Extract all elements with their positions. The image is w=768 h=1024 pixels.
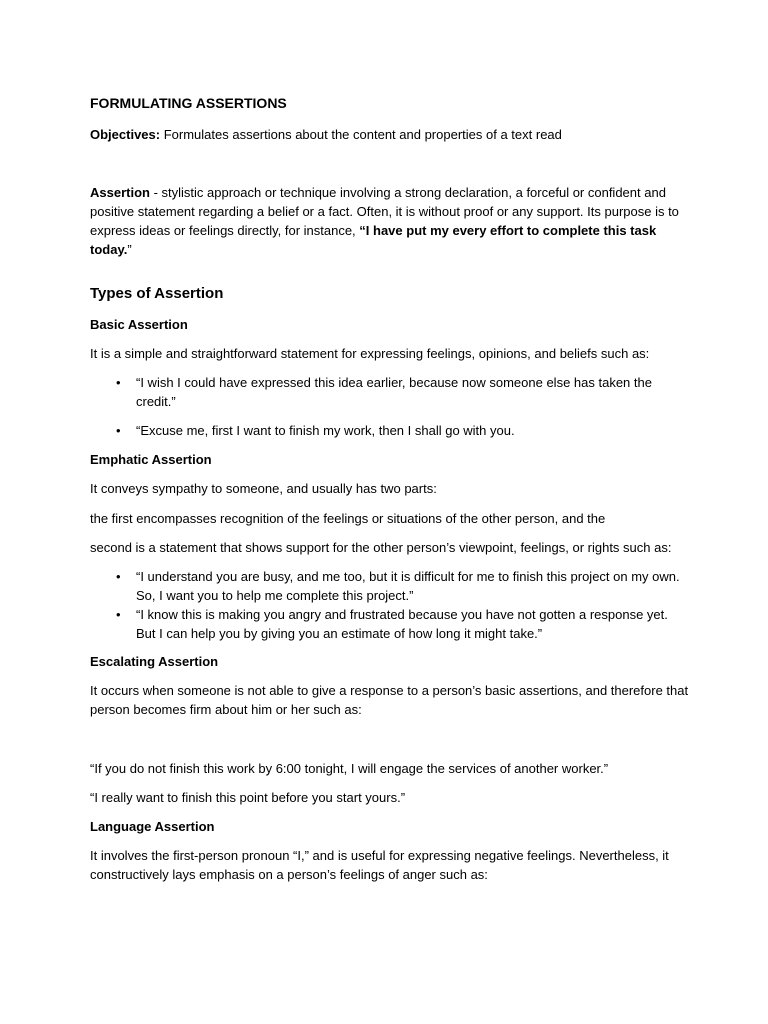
assertion-example: “I have put my every effort to complete this task today. — [90, 223, 657, 257]
list-item — [90, 421, 690, 440]
language-intro: It involves the first-person pronoun “I,” and is useful for expressing negative feelings. Nevertheless, it constructively lays emphasis on a person’s feelings of anger such as: — [90, 848, 669, 882]
list-item — [90, 605, 690, 643]
emphatic-intro: It conveys sympathy to someone, and usually has two parts: — [90, 481, 437, 496]
assertion-definition — [90, 183, 690, 259]
emphatic-part1: the first encompasses recognition of the feelings or situations of the other person, and the — [90, 511, 606, 526]
basic-intro: It is a simple and straightforward statement for expressing feelings, opinions, and beliefs such as: — [90, 346, 650, 361]
types-heading: Types of Assertion — [90, 285, 224, 302]
basic-bullet-list-2 — [90, 421, 690, 440]
list-item — [90, 373, 690, 411]
emphatic-bullet-list — [90, 567, 690, 643]
escalating-example-2: “I really want to finish this point before you start yours.” — [90, 790, 406, 805]
emphatic-part2: second is a statement that shows support for the other person’s viewpoint, feelings, or rights such as: — [90, 540, 672, 555]
page-title: FORMULATING ASSERTIONS — [90, 95, 287, 111]
basic-bullet-list — [90, 373, 690, 411]
objectives-line — [90, 125, 690, 144]
basic-heading: Basic Assertion — [90, 317, 188, 332]
bullet-text: “Excuse me, first I want to finish my work, then I shall go with you. — [136, 423, 515, 438]
assertion-text: - stylistic approach or technique involving a strong declaration, a forceful or confident and positive statement regarding a belief or a fact. Often, it is without proof or any support. Its purpose is to express ideas or feelings directly, for instance, — [90, 185, 679, 238]
escalating-example-1: “If you do not finish this work by 6:00 tonight, I will engage the services of another worker.” — [90, 761, 609, 776]
emphatic-heading: Emphatic Assertion — [90, 452, 212, 467]
bullet-icon: • — [116, 607, 121, 622]
escalating-heading: Escalating Assertion — [90, 654, 219, 669]
assertion-closing: ” — [127, 242, 132, 257]
bullet-text: “I wish I could have expressed this idea earlier, because now someone else has taken the credit.” — [136, 375, 652, 409]
assertion-term: Assertion — [90, 185, 150, 200]
bullet-icon: • — [116, 375, 121, 390]
escalating-intro: It occurs when someone is not able to give a response to a person’s basic assertions, and therefore that person becomes firm about him or her such as: — [90, 683, 689, 717]
list-item — [90, 567, 690, 605]
bullet-icon: • — [116, 569, 121, 584]
bullet-icon: • — [116, 423, 121, 438]
objectives-text: Formulates assertions about the content and properties of a text read — [160, 127, 562, 142]
bullet-text: “I understand you are busy, and me too, but it is difficult for me to finish this project on my own. So, I want you to help me complete this project.” — [136, 569, 680, 603]
language-heading: Language Assertion — [90, 819, 215, 834]
bullet-text: “I know this is making you angry and frustrated because you have not gotten a response yet. But I can help you by giving you an estimate of how long it might take.” — [136, 607, 668, 641]
objectives-label: Objectives: — [90, 127, 161, 142]
